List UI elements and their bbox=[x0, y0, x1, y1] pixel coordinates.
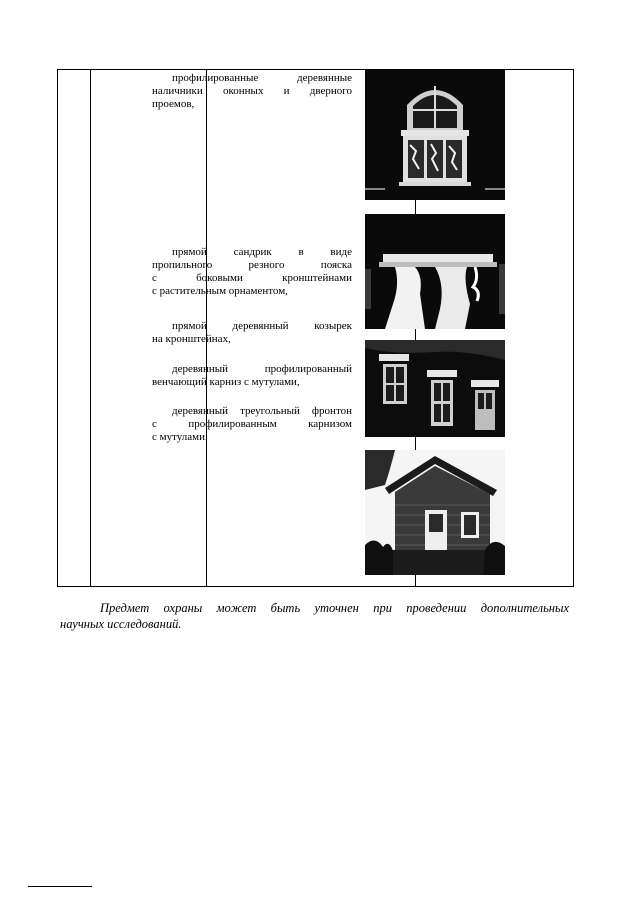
window-arch-photo-icon bbox=[365, 70, 505, 200]
note-line: Предмет охраны может быть уточнен при проведении дополнительных bbox=[100, 601, 569, 615]
item-line: с боковыми кронштейнами bbox=[152, 272, 352, 284]
facade-windows-photo-icon bbox=[365, 340, 505, 437]
item-line: с мутулами. bbox=[152, 431, 208, 443]
item-line: наличники оконных и дверного bbox=[152, 85, 352, 97]
item-pediment bbox=[152, 405, 352, 444]
column-divider bbox=[90, 70, 91, 586]
item-line: венчающий карниз с мутулами, bbox=[152, 376, 300, 388]
item-line: прямой деревянный козырек bbox=[172, 320, 352, 332]
wooden-house-photo-icon bbox=[365, 450, 505, 575]
protection-subject-note bbox=[60, 600, 569, 632]
item-line: профилированные деревянные bbox=[172, 72, 352, 84]
item-line: с профилированным карнизом bbox=[152, 418, 352, 430]
item-line: на кронштейнах, bbox=[152, 333, 231, 345]
item-sandrik bbox=[152, 246, 352, 298]
item-line: деревянный треугольный фронтон bbox=[172, 405, 352, 417]
item-line: деревянный профилированный bbox=[172, 363, 352, 375]
item-line: пропильного резного пояска bbox=[152, 259, 352, 271]
item-window-casings bbox=[152, 72, 352, 111]
note-line: научных исследований. bbox=[60, 617, 182, 631]
item-line: с растительным орнаментом, bbox=[152, 285, 288, 297]
item-canopy bbox=[152, 320, 352, 346]
item-cornice bbox=[152, 363, 352, 389]
item-line: прямой сандрик в виде bbox=[172, 246, 352, 258]
footnote-separator bbox=[28, 886, 92, 887]
carved-cornice-photo-icon bbox=[365, 214, 505, 329]
item-line: проемов, bbox=[152, 98, 195, 110]
